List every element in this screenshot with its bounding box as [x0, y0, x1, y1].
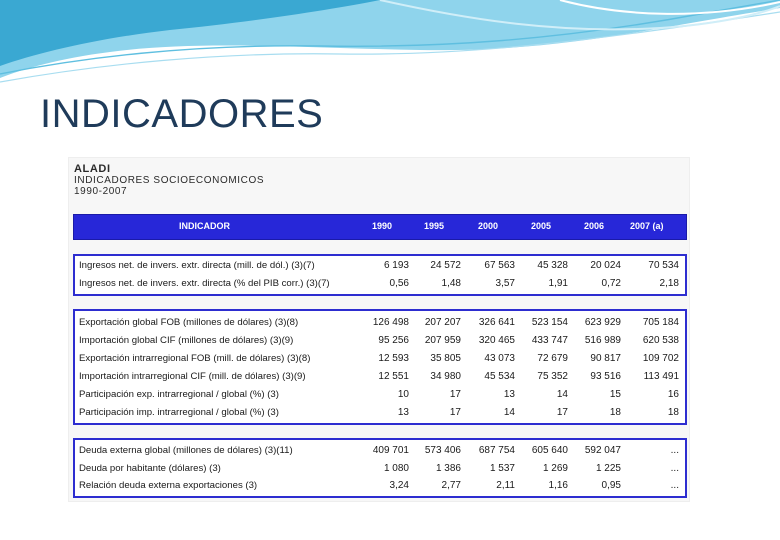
- column-header-year: 1990: [372, 221, 393, 231]
- cell-value: 109 702: [642, 353, 679, 364]
- column-header-year: 2006: [584, 221, 605, 231]
- table-row: [75, 368, 685, 386]
- header-wave-decoration: [0, 0, 780, 90]
- cell-value: 523 154: [531, 317, 568, 328]
- column-header-year: 2005: [531, 221, 552, 231]
- table-period: 1990-2007: [74, 186, 128, 197]
- cell-value: 3,24: [389, 480, 409, 491]
- table-subtitle: INDICADORES SOCIOECONOMICOS: [74, 175, 265, 186]
- row-label: Participación exp. intrarregional / global (%) (3): [79, 389, 279, 400]
- table-row: [75, 332, 685, 350]
- cell-value: 623 929: [584, 317, 621, 328]
- cell-value: 75 352: [537, 371, 568, 382]
- column-header-year: 2000: [478, 221, 499, 231]
- cell-value: 620 538: [642, 335, 679, 346]
- cell-value: 1 080: [383, 463, 409, 474]
- cell-value: 1 225: [595, 463, 621, 474]
- cell-value: 14: [556, 389, 568, 400]
- cell-value: 13: [397, 407, 409, 418]
- table-row: [75, 460, 685, 478]
- cell-value: ...: [670, 480, 679, 491]
- row-label: Exportación intrarregional FOB (mill. de dólares) (3)(8): [79, 353, 311, 364]
- cell-value: 13: [503, 389, 515, 400]
- cell-value: 1 269: [542, 463, 568, 474]
- cell-value: 1 537: [489, 463, 515, 474]
- cell-value: 12 551: [378, 371, 409, 382]
- cell-value: 592 047: [584, 445, 621, 456]
- cell-value: 1,48: [441, 278, 461, 289]
- cell-value: 2,18: [659, 278, 679, 289]
- cell-value: 14: [503, 407, 515, 418]
- table-header: [74, 164, 264, 197]
- cell-value: 6 193: [383, 260, 409, 271]
- table-org: ALADI: [74, 163, 111, 175]
- table-row: [75, 314, 685, 332]
- cell-value: 126 498: [372, 317, 409, 328]
- column-header-year: 1995: [424, 221, 445, 231]
- table-row: [75, 275, 685, 293]
- cell-value: 45 534: [484, 371, 515, 382]
- cell-value: 605 640: [531, 445, 568, 456]
- cell-value: 705 184: [642, 317, 679, 328]
- cell-value: 113 491: [643, 371, 679, 382]
- cell-value: 3,57: [495, 278, 515, 289]
- table-row: [75, 350, 685, 368]
- row-label: Importación intrarregional CIF (mill. de dólares) (3)(9): [79, 371, 306, 382]
- cell-value: 433 747: [531, 335, 568, 346]
- cell-value: 43 073: [484, 353, 515, 364]
- cell-value: 12 593: [378, 353, 409, 364]
- row-label: Exportación global FOB (millones de dólares) (3)(8): [79, 317, 299, 328]
- row-label: Ingresos net. de invers. extr. directa (mill. de dól.) (3)(7): [79, 260, 315, 271]
- cell-value: 10: [397, 389, 409, 400]
- table-row: [75, 477, 685, 495]
- row-label: Deuda externa global (millones de dólares) (3)(11): [79, 445, 293, 456]
- cell-value: 90 817: [590, 353, 621, 364]
- cell-value: 17: [449, 407, 461, 418]
- cell-value: 1,91: [548, 278, 568, 289]
- cell-value: 18: [609, 407, 621, 418]
- row-label: Ingresos net. de invers. extr. directa (% del PIB corr.) (3)(7): [79, 278, 330, 289]
- cell-value: 516 989: [584, 335, 621, 346]
- cell-value: 326 641: [478, 317, 515, 328]
- cell-value: 2,11: [496, 480, 515, 491]
- table-group-debt: [73, 438, 687, 498]
- column-header-band: [73, 214, 687, 240]
- cell-value: 0,56: [389, 278, 409, 289]
- cell-value: 17: [449, 389, 461, 400]
- row-label: Participación imp. intrarregional / global (%) (3): [79, 407, 279, 418]
- table-group-investment: [73, 254, 687, 296]
- cell-value: 34 980: [430, 371, 461, 382]
- cell-value: 1,16: [548, 480, 568, 491]
- cell-value: 45 328: [537, 260, 568, 271]
- row-label: Importación global CIF (millones de dólares) (3)(9): [79, 335, 294, 346]
- cell-value: 17: [556, 407, 568, 418]
- slide-title: INDICADORES: [40, 92, 324, 136]
- row-label: Relación deuda externa exportaciones (3): [79, 480, 258, 491]
- cell-value: 207 959: [424, 335, 461, 346]
- cell-value: 0,72: [601, 278, 621, 289]
- cell-value: 1 386: [435, 463, 461, 474]
- table-row: [75, 257, 685, 275]
- table-row: [75, 404, 685, 422]
- cell-value: 35 805: [430, 353, 461, 364]
- cell-value: 70 534: [648, 260, 679, 271]
- cell-value: 95 256: [378, 335, 409, 346]
- cell-value: 24 572: [430, 260, 461, 271]
- table-row: [75, 386, 685, 404]
- cell-value: 15: [609, 389, 621, 400]
- cell-value: 93 516: [590, 371, 621, 382]
- cell-value: 16: [667, 389, 679, 400]
- cell-value: 320 465: [478, 335, 515, 346]
- cell-value: 2,77: [441, 480, 461, 491]
- cell-value: ...: [670, 463, 679, 474]
- cell-value: 409 701: [372, 445, 409, 456]
- column-header-year: 2007 (a): [630, 221, 664, 231]
- table-row: [75, 442, 685, 460]
- cell-value: 67 563: [484, 260, 515, 271]
- table-group-trade: [73, 309, 687, 425]
- indicator-table-image: [68, 157, 690, 502]
- cell-value: 72 679: [537, 353, 568, 364]
- row-label: Deuda por habitante (dólares) (3): [79, 463, 221, 474]
- cell-value: 687 754: [478, 445, 515, 456]
- cell-value: 573 406: [424, 445, 461, 456]
- cell-value: 18: [667, 407, 679, 418]
- column-header-indicator: INDICADOR: [179, 221, 230, 231]
- cell-value: 207 207: [424, 317, 461, 328]
- cell-value: 20 024: [590, 260, 621, 271]
- cell-value: 0,95: [601, 480, 621, 491]
- cell-value: ...: [670, 445, 679, 456]
